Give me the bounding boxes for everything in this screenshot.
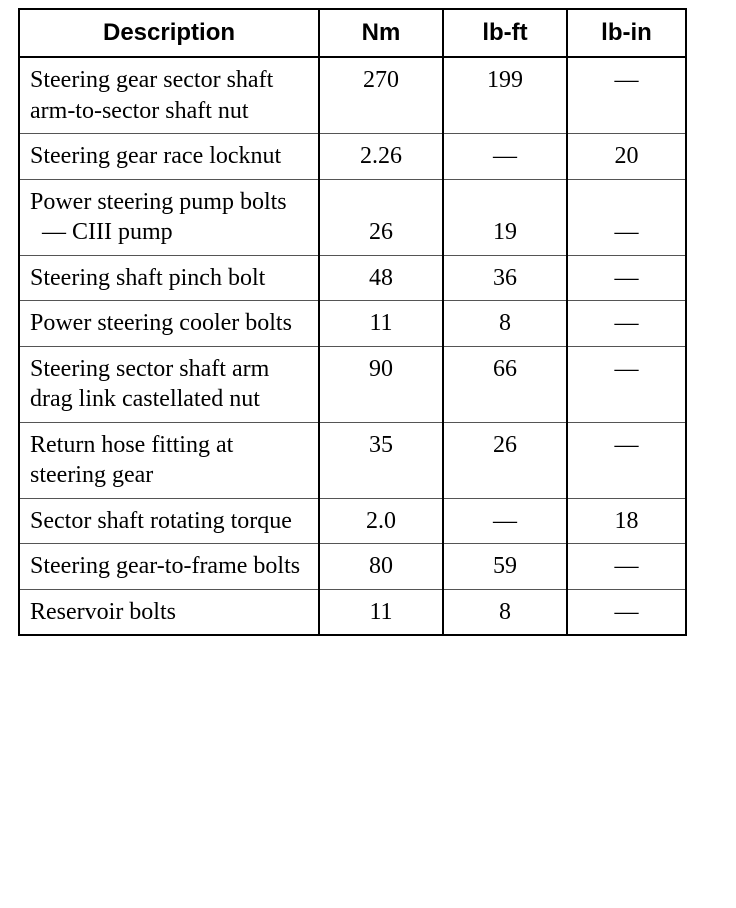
- cell-lbft: —: [443, 498, 567, 544]
- cell-lbft: 199: [443, 57, 567, 134]
- table-row: [19, 57, 686, 134]
- cell-description: Power steering pump bolts: [19, 179, 319, 217]
- cell-lbin: 18: [567, 498, 686, 544]
- cell-nm: 48: [319, 255, 443, 301]
- header-nm: Nm: [319, 9, 443, 57]
- header-lbin: lb-in: [567, 9, 686, 57]
- cell-lbft: 8: [443, 589, 567, 635]
- torque-spec-table: [18, 8, 687, 636]
- cell-lbin: —: [567, 255, 686, 301]
- cell-lbin: —: [567, 301, 686, 347]
- cell-lbft: 66: [443, 346, 567, 422]
- cell-lbft: —: [443, 134, 567, 180]
- cell-description: — CIII pump: [19, 217, 319, 255]
- table-row: [19, 544, 686, 590]
- cell-nm: 26: [319, 217, 443, 255]
- cell-lbin: —: [567, 589, 686, 635]
- cell-lbin: —: [567, 422, 686, 498]
- table-row: [19, 498, 686, 544]
- cell-lbin: —: [567, 57, 686, 134]
- cell-lbin: —: [567, 544, 686, 590]
- cell-lbft: 36: [443, 255, 567, 301]
- table-row: [19, 301, 686, 347]
- table-row: [19, 422, 686, 498]
- cell-nm: [319, 179, 443, 217]
- cell-nm: 2.26: [319, 134, 443, 180]
- cell-nm: 11: [319, 589, 443, 635]
- header-description: Description: [19, 9, 319, 57]
- cell-description: Power steering cooler bolts: [19, 301, 319, 347]
- cell-description: Reservoir bolts: [19, 589, 319, 635]
- cell-nm: 270: [319, 57, 443, 134]
- cell-lbin: —: [567, 346, 686, 422]
- header-row: [19, 9, 686, 57]
- cell-nm: 35: [319, 422, 443, 498]
- cell-nm: 11: [319, 301, 443, 347]
- cell-lbft: 8: [443, 301, 567, 347]
- cell-description: Return hose fitting at steering gear: [19, 422, 319, 498]
- cell-lbin: [567, 179, 686, 217]
- cell-lbin: 20: [567, 134, 686, 180]
- table-row: [19, 134, 686, 180]
- cell-nm: 90: [319, 346, 443, 422]
- cell-description: Steering gear-to-frame bolts: [19, 544, 319, 590]
- cell-description: Sector shaft rotating torque: [19, 498, 319, 544]
- table-row: [19, 179, 686, 217]
- cell-lbin: —: [567, 217, 686, 255]
- table-row: [19, 589, 686, 635]
- cell-lbft: [443, 179, 567, 217]
- cell-lbft: 19: [443, 217, 567, 255]
- cell-description: Steering gear race locknut: [19, 134, 319, 180]
- cell-nm: 2.0: [319, 498, 443, 544]
- cell-nm: 80: [319, 544, 443, 590]
- header-lbft: lb-ft: [443, 9, 567, 57]
- cell-lbft: 59: [443, 544, 567, 590]
- table-subrow: [19, 217, 686, 255]
- cell-description: Steering sector shaft arm drag link castellated nut: [19, 346, 319, 422]
- cell-description: Steering gear sector shaft arm-to-sector shaft nut: [19, 57, 319, 134]
- cell-description: Steering shaft pinch bolt: [19, 255, 319, 301]
- table-row: [19, 255, 686, 301]
- table-row: [19, 346, 686, 422]
- cell-lbft: 26: [443, 422, 567, 498]
